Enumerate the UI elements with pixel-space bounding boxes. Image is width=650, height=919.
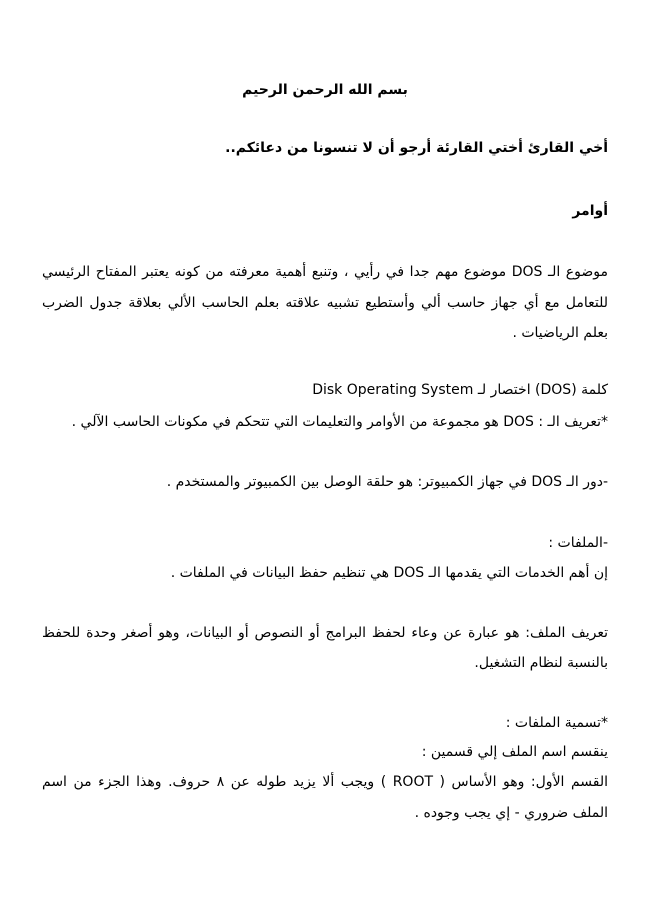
files-heading: -الملفات : bbox=[548, 535, 608, 551]
file-definition-line-2: بالنسبة لنظام التشغيل. bbox=[474, 655, 608, 671]
dedication-line bbox=[42, 138, 608, 158]
first-part-line-1: القسم الأول: وهو الأساس ( ROOT ) ويجب ألا يزيد طوله عن ٨ حروف. وهذا الجزء من اسم bbox=[42, 774, 609, 790]
acronym-line: كلمة (DOS) اختصار لـ Disk Operating System bbox=[312, 382, 608, 398]
definition-line: *تعريف الـ : DOS هو مجموعة من الأوامر والتعليمات التي تتحكم في مكونات الحاسب الآلي . bbox=[71, 414, 608, 430]
intro-line-2: للتعامل مع أي جهاز حاسب ألي وأستطيع تشبيه علاقته بعلم الحاسب الألي بعلاقة جدول الضرب bbox=[42, 295, 608, 311]
commands-heading: أوامر bbox=[572, 203, 608, 219]
files-service-line: إن أهم الخدمات التي يقدمها الـ DOS هي تنظيم حفظ البيانات في الملفات . bbox=[170, 565, 608, 581]
basmala-heading: بسم الله الرحمن الرحيم bbox=[242, 82, 408, 98]
first-part-line-2: الملف ضروري - إي يجب وجوده . bbox=[414, 805, 608, 821]
intro-line-3: بعلم الرياضيات . bbox=[512, 325, 608, 341]
intro-line-1: موضوع الـ DOS موضوع مهم جدا في رأيي ، وتنبع أهمية معرفته من كونه يعتبر المفتاح الرئيسي bbox=[42, 264, 608, 280]
role-line: -دور الـ DOS في جهاز الكمبيوتر: هو حلقة الوصل بين الكمبيوتر والمستخدم . bbox=[166, 474, 608, 490]
file-definition-line-1: تعريف الملف: هو عبارة عن وعاء لحفظ البرامج أو النصوص أو البيانات، وهو أصغر وحدة للحفظ bbox=[42, 625, 608, 641]
dedication-text: أخي القارئ أختي القارئة أرجو أن لا تنسونا من دعائكم.. bbox=[225, 140, 608, 156]
naming-heading: *تسمية الملفات : bbox=[505, 715, 608, 731]
naming-split-line: ينقسم اسم الملف إلي قسمين : bbox=[421, 744, 608, 760]
